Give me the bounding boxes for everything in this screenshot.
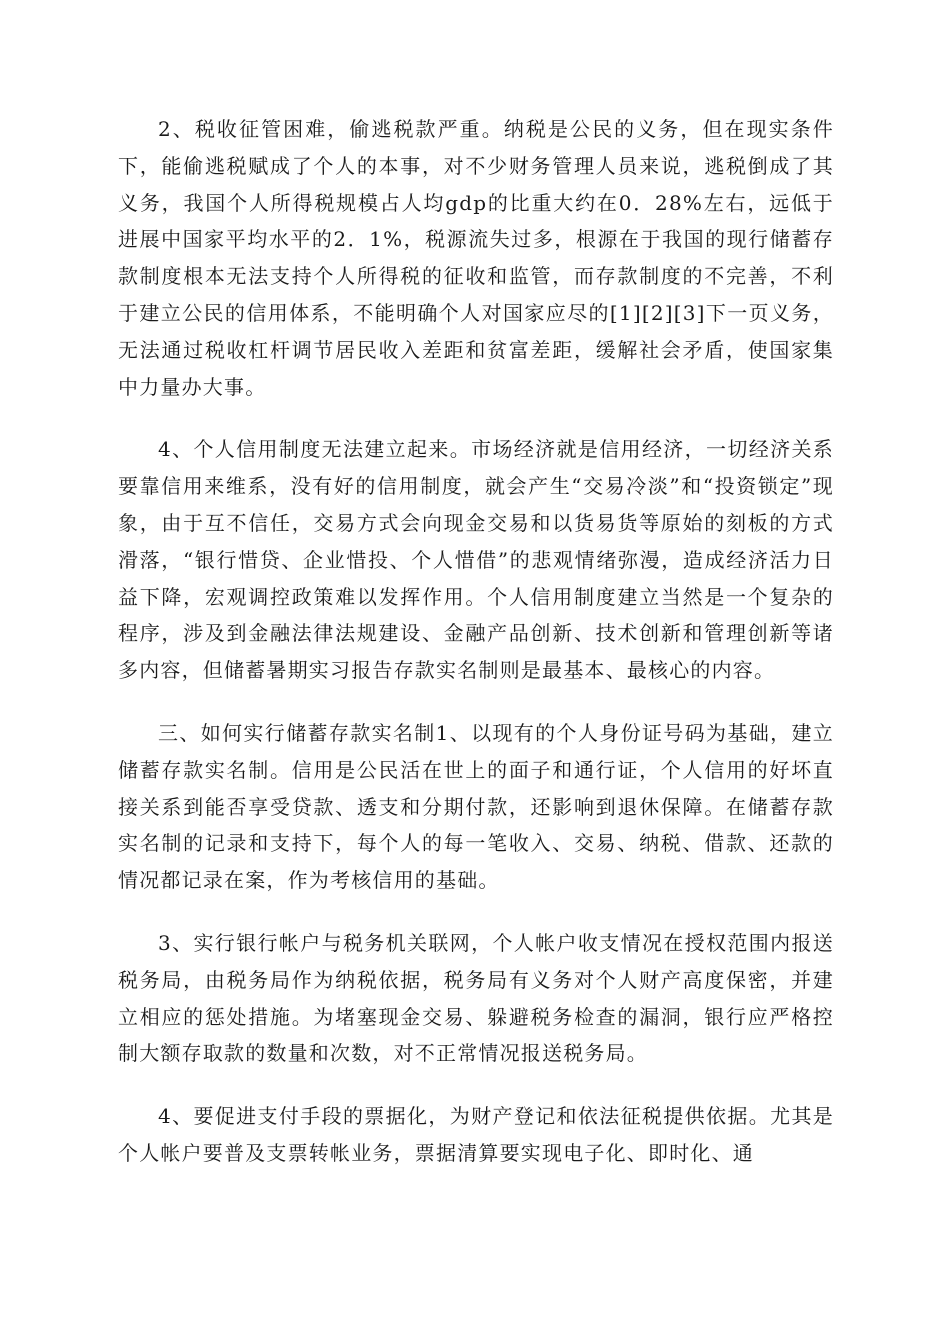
paragraph-payment-bills: 4、要促进支付手段的票据化，为财产登记和依法征税提供依据。尤其是个人帐户要普及支票转帐业务，票据清算要实现电子化、即时化、通	[118, 1104, 834, 1165]
paragraph-real-name-system: 三、如何实行储蓄存款实名制1、以现有的个人身份证号码为基础，建立储蓄存款实名制。信用是公民活在世上的面子和通行证，个人信用的好坏直接关系到能否享受贷款、透支和分期付款，还影响到退休保障。在储蓄存款实名制的记录和支持下，每个人的每一笔收入、交易、纳税、借款、还款的情况都记录在案，作为考核信用的基础。	[118, 720, 834, 893]
document-page	[118, 111, 834, 1198]
paragraph-credit-system: 4、个人信用制度无法建立起来。市场经济就是信用经济，一切经济关系要靠信用来维系，没有好的信用制度，就会产生“交易冷淡”和“投资锁定”现象，由于互不信任，交易方式会向现金交易和以货易货等原始的刻板的方式滑落，“银行惜贷、企业惜投、个人惜借”的悲观情绪弥漫，造成经济活力日益下降，宏观调控政策难以发挥作用。个人信用制度建立当然是一个复杂的程序，涉及到金融法律法规建设、金融产品创新、技术创新和管理创新等诸多内容，但储蓄暑期实习报告存款实名制则是最基本、最核心的内容。	[118, 437, 834, 683]
paragraph-bank-tax-network: 3、实行银行帐户与税务机关联网，个人帐户收支情况在授权范围内报送税务局，由税务局作为纳税依据，税务局有义务对个人财产高度保密，并建立相应的惩处措施。为堵塞现金交易、躲避税务检查的漏洞，银行应严格控制大额存取款的数量和次数，对不正常情况报送税务局。	[118, 930, 834, 1066]
paragraph-tax-evasion: 2、税收征管困难，偷逃税款严重。纳税是公民的义务，但在现实条件下，能偷逃税赋成了个人的本事，对不少财务管理人员来说，逃税倒成了其义务，我国个人所得税规模占人均gdp的比重大约在0．28%左右，远低于进展中国家平均水平的2．1%，税源流失过多，根源在于我国的现行储蓄存款制度根本无法支持个人所得税的征收和监管，而存款制度的不完善，不利于建立公民的信用体系，不能明确个人对国家应尽的[1][2][3]下一页义务，无法通过税收杠杆调节居民收入差距和贫富差距，缓解社会矛盾，使国家集中力量办大事。	[118, 117, 834, 399]
